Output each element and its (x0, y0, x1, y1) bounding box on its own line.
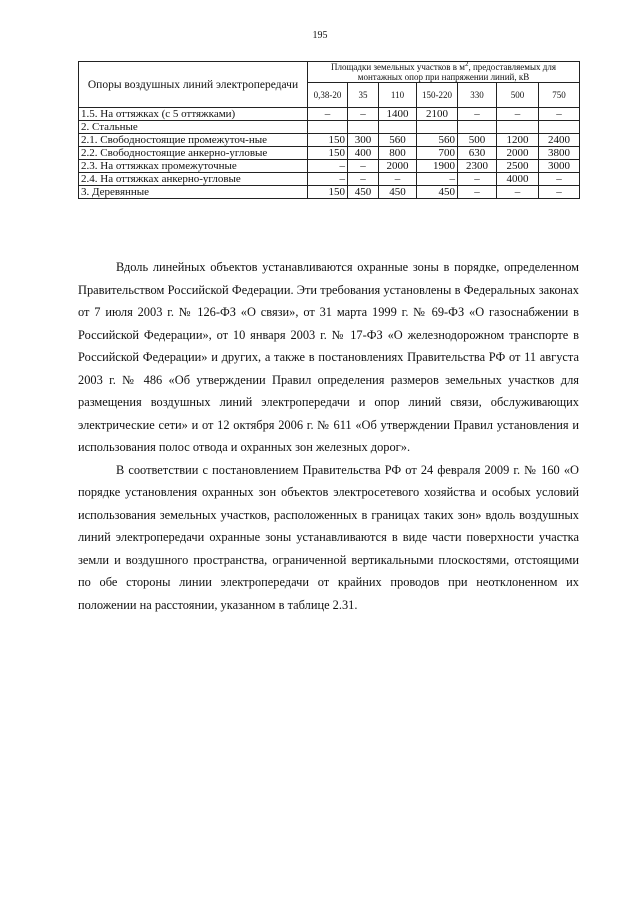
table-row (79, 160, 580, 173)
table-cell: 560 (379, 134, 417, 147)
table-cell: – (458, 173, 497, 186)
voltage-header: 0,38-20 (308, 83, 348, 108)
table-row (79, 134, 580, 147)
voltage-header: 150-220 (417, 83, 458, 108)
table-cell (348, 121, 379, 134)
page-number: 195 (312, 30, 328, 41)
table-cell: – (348, 108, 379, 121)
table-cell: 2000 (497, 147, 539, 160)
table-cell (458, 121, 497, 134)
table-cell: 450 (379, 186, 417, 199)
table-cell: – (458, 186, 497, 199)
table-row (79, 147, 580, 160)
row-label: 1.5. На оттяжках (с 5 оттяжками) (79, 108, 308, 121)
table-cell: – (417, 173, 458, 186)
row-label: 3. Деревянные (79, 186, 308, 199)
row-label: 2.1. Свободностоящие промежуточ-ные (79, 134, 308, 147)
support-area-table (78, 61, 580, 199)
voltage-header: 750 (539, 83, 580, 108)
table-cell: 500 (458, 134, 497, 147)
table-cell: – (539, 108, 580, 121)
paragraph-protection-zones: Вдоль линейных объектов устанавливаются охранные зоны в порядке, определенном Правительством Российской Федерации. Эти требования установлены в Федеральных законах от 7 июля 2003 г. № 126-ФЗ «О связи», от 31 марта 1999 г. № 69-ФЗ «О газоснабжении в Российской Федерации», от 10 января 2003 г. № 17-ФЗ «О железнодорожном транспорте в Российской Федерации» и других, а также в постановлениях Правительства РФ от 11 августа 2003 г. № 486 «Об утверждении Правил определения размеров земельных участков для размещения воздушных линий электропередачи и опор линий связи, обслуживающих электрические сети» и от 12 октября 2006 г. № 611 «Об утверждении Правил установления и использования полос отвода и охранных зон железных дорог». (78, 260, 579, 454)
table-cell: 150 (308, 134, 348, 147)
table-row (79, 108, 580, 121)
table-cell: 700 (417, 147, 458, 160)
table-cell: 3000 (539, 160, 580, 173)
table-cell: 400 (348, 147, 379, 160)
table-cell: 3800 (539, 147, 580, 160)
table-cell: 800 (379, 147, 417, 160)
voltage-header: 110 (379, 83, 417, 108)
table-cell (379, 121, 417, 134)
paragraph-resolution-160: В соответствии с постановлением Правительства РФ от 24 февраля 2009 г. № 160 «О порядке установления охранных зон объектов электросетевого хозяйства и особых условий использования земельных участков, расположенных в границах таких зон» вдоль воздушных линий электропередачи охранные зоны устанавливаются в виде части поверхности участка земли и воздушного пространства, ограниченной вертикальными плоскостями, отстоящими по обе стороны линии электропередачи от крайних проводов при неотклоненном их положении на расстоянии, указанном в таблице 2.31. (78, 462, 579, 612)
table-cell: 300 (348, 134, 379, 147)
table-row (79, 173, 580, 186)
table-cell: 630 (458, 147, 497, 160)
row-label: 2.2. Свободностоящие анкерно-угловые (79, 147, 308, 160)
table-cell: 1200 (497, 134, 539, 147)
table-cell (539, 121, 580, 134)
table-cell (417, 121, 458, 134)
row-label: 2.4. На оттяжках анкерно-угловые (79, 173, 308, 186)
table-cell: – (539, 186, 580, 199)
header-area-text-post: , предоставляемых для монтажных опор при напряжении линий, кВ (357, 62, 556, 82)
row-label: 2.3. На оттяжках промежуточные (79, 160, 308, 173)
voltage-header: 500 (497, 83, 539, 108)
header-area-text-pre: Площадки земельных участков в м (331, 62, 465, 72)
table-cell: 150 (308, 186, 348, 199)
table-cell: – (539, 173, 580, 186)
table-cell: – (497, 108, 539, 121)
header-area-group (308, 62, 580, 83)
body-text (78, 256, 579, 616)
table-cell: 450 (417, 186, 458, 199)
table-cell (497, 121, 539, 134)
table-cell: 1900 (417, 160, 458, 173)
table-cell: – (458, 108, 497, 121)
table-cell: 560 (417, 134, 458, 147)
table-header-row (79, 62, 580, 83)
table-cell: – (308, 173, 348, 186)
row-label: 2. Стальные (79, 121, 308, 134)
table-cell: – (348, 173, 379, 186)
table-cell: 2000 (379, 160, 417, 173)
table-cell: – (379, 173, 417, 186)
table-cell: 2100 (417, 108, 458, 121)
table-cell (308, 121, 348, 134)
voltage-header: 35 (348, 83, 379, 108)
header-area-sup: 2 (464, 60, 469, 68)
table-cell: 1400 (379, 108, 417, 121)
table-row (79, 186, 580, 199)
table-cell: 4000 (497, 173, 539, 186)
table-cell: 450 (348, 186, 379, 199)
voltage-header: 330 (458, 83, 497, 108)
table-cell: – (308, 108, 348, 121)
table-cell: 2400 (539, 134, 580, 147)
header-supports: Опоры воздушных линий электропередачи (79, 62, 308, 108)
table-cell: 150 (308, 147, 348, 160)
table-cell: – (348, 160, 379, 173)
table-cell: – (497, 186, 539, 199)
table-row (79, 121, 580, 134)
table-cell: – (308, 160, 348, 173)
table-cell: 2500 (497, 160, 539, 173)
table-cell: 2300 (458, 160, 497, 173)
